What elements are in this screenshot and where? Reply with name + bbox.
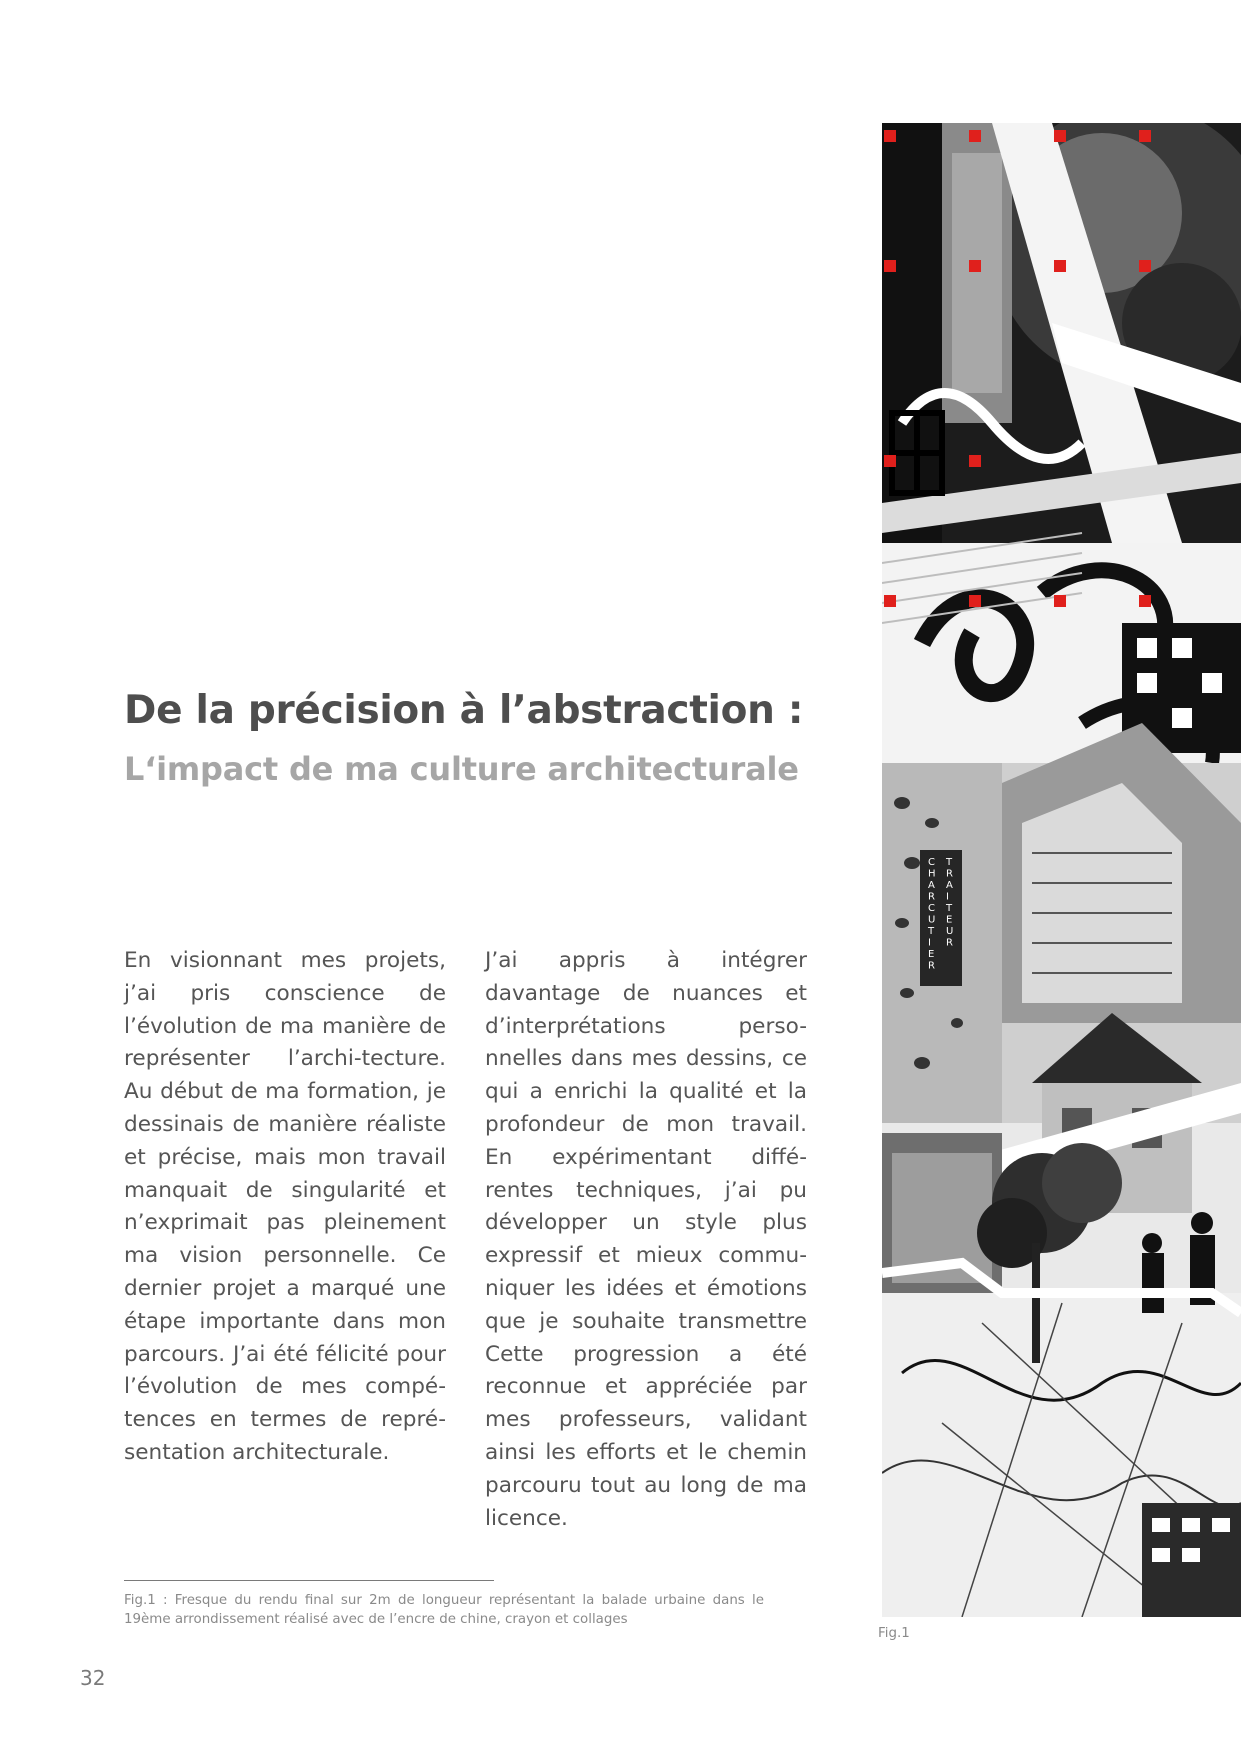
red-accent-square bbox=[969, 130, 981, 142]
red-accent-square bbox=[969, 260, 981, 272]
red-accent-square bbox=[1139, 260, 1151, 272]
page-number: 32 bbox=[80, 1666, 106, 1690]
red-accent-square bbox=[1054, 260, 1066, 272]
red-accent-square bbox=[969, 455, 981, 467]
figure-label: Fig.1 bbox=[878, 1626, 910, 1641]
red-accent-square bbox=[1054, 130, 1066, 142]
body-text-left-column: En visionnant mes projets, j’ai pris conscience de l’évolution de ma manière de représenter l’archi-tecture. Au début de ma formation, je dessinais de manière réaliste et précise, mais mon travail manquait de singularité et n’exprimait pas pleinement ma vision personnelle. Ce dernier projet a marqué une étape importante dans mon parcours. J’ai été félicité pour l’évolution de mes compé-tences en termes de repré-sentation architecturale. bbox=[124, 948, 446, 1465]
red-accent-square bbox=[884, 260, 896, 272]
page-title: De la précision à l’abstraction : bbox=[124, 688, 804, 733]
red-accent-square bbox=[1139, 130, 1151, 142]
fresco-artwork-image bbox=[882, 123, 1241, 1617]
red-accent-square bbox=[1139, 595, 1151, 607]
red-accent-square bbox=[969, 595, 981, 607]
page-subtitle: L‘impact de ma culture architecturale bbox=[124, 750, 799, 788]
red-accent-square bbox=[884, 130, 896, 142]
red-accent-square bbox=[1054, 595, 1066, 607]
figure-caption: Fig.1 : Fresque du rendu final sur 2m de longueur représentant la balade urbaine dans le 19ème arrondissement réalisé avec de l’encre de chine, crayon et collages bbox=[124, 1593, 764, 1627]
body-text-right-column: J’ai appris à intégrer davantage de nuances et d’interprétations perso-nnelles dans mes dessins, ce qui a enrichi la qualité et la profondeur de mon travail. En expérimentant diffé-rentes techniques, j’ai pu développer un style plus expressif et mieux commu-niquer les idées et émotions que je souhaite transmettre Cette progression a été reconnue et appréciée par mes professeurs, validant ainsi les efforts et le chemin parcouru tout au long de ma licence. bbox=[485, 948, 807, 1531]
red-accent-square bbox=[884, 595, 896, 607]
charcutier-sign-text: C H A R C U T I E RT R A I T E U R bbox=[928, 857, 954, 972]
red-accent-square bbox=[884, 455, 896, 467]
footnote-divider bbox=[124, 1580, 494, 1581]
